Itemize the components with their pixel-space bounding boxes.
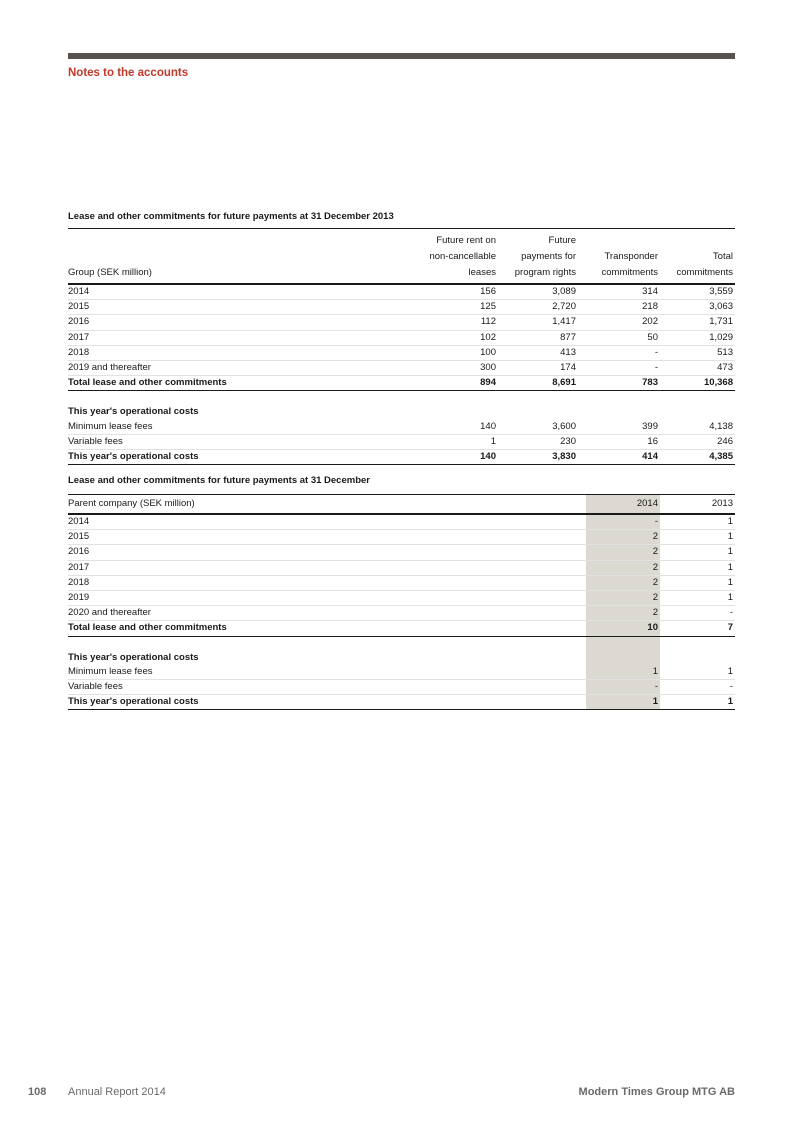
page-number: 108 bbox=[28, 1086, 47, 1098]
table-row bbox=[68, 606, 735, 621]
cell-value: 112 bbox=[408, 315, 498, 330]
cell-value: 1 bbox=[660, 695, 735, 710]
table-row bbox=[68, 315, 735, 330]
empty-cell bbox=[498, 405, 578, 419]
table-header-row bbox=[68, 495, 735, 515]
cell-value: 3,089 bbox=[498, 284, 578, 300]
table-row bbox=[68, 575, 735, 590]
row-label: 2015 bbox=[68, 530, 586, 545]
cell-value: 413 bbox=[498, 345, 578, 360]
cell-value: 125 bbox=[408, 300, 498, 315]
cell-value: - bbox=[586, 679, 660, 694]
table-row bbox=[68, 530, 735, 545]
cell-value: 246 bbox=[660, 434, 735, 449]
row-label: 2019 bbox=[68, 590, 586, 605]
cell-value: 399 bbox=[578, 420, 660, 435]
cell-value: 513 bbox=[660, 345, 735, 360]
row-label: Total lease and other commitments bbox=[68, 376, 408, 391]
cell-value: 3,559 bbox=[660, 284, 735, 300]
cell-value: 2 bbox=[586, 606, 660, 621]
cell-value: 1 bbox=[660, 560, 735, 575]
total-row bbox=[68, 621, 735, 636]
header-line: commitments bbox=[676, 267, 733, 278]
header-line: leases bbox=[468, 267, 496, 278]
table-row bbox=[68, 679, 735, 694]
cell-value: - bbox=[578, 360, 660, 375]
parent-table-title: Lease and other commitments for future payments at 31 December bbox=[68, 475, 370, 486]
cell-value: 230 bbox=[498, 434, 578, 449]
table-row bbox=[68, 330, 735, 345]
cell-value: 3,600 bbox=[498, 420, 578, 435]
table-row bbox=[68, 300, 735, 315]
cell-value: - bbox=[660, 679, 735, 694]
table-row bbox=[68, 560, 735, 575]
empty-cell bbox=[578, 405, 660, 419]
cell-value: 1 bbox=[660, 575, 735, 590]
row-label: 2015 bbox=[68, 300, 408, 315]
spacer-row bbox=[68, 636, 735, 651]
table-header-row bbox=[68, 229, 735, 285]
cell-value: 102 bbox=[408, 330, 498, 345]
total-row bbox=[68, 376, 735, 391]
cell-value: 877 bbox=[498, 330, 578, 345]
row-label: 2014 bbox=[68, 284, 408, 300]
cell-value: 783 bbox=[578, 376, 660, 391]
cell-value: 414 bbox=[578, 449, 660, 464]
row-label: 2018 bbox=[68, 345, 408, 360]
group-table-title: Lease and other commitments for future payments at 31 December 2013 bbox=[68, 211, 394, 222]
parent-table-body bbox=[68, 514, 735, 710]
row-label: Minimum lease fees bbox=[68, 665, 586, 680]
spacer-cell bbox=[498, 391, 578, 406]
table-row bbox=[68, 434, 735, 449]
column-header-total bbox=[660, 229, 735, 285]
row-label: Total lease and other commitments bbox=[68, 621, 586, 636]
cell-value: - bbox=[586, 514, 660, 530]
header-line: Future bbox=[548, 235, 576, 246]
table-row bbox=[68, 420, 735, 435]
row-label: 2017 bbox=[68, 560, 586, 575]
spacer-cell bbox=[586, 636, 660, 651]
spacer-cell bbox=[660, 636, 735, 651]
column-header-transponder bbox=[578, 229, 660, 285]
subheading: This year's operational costs bbox=[68, 651, 199, 663]
total-row bbox=[68, 449, 735, 464]
cell-value: 1 bbox=[660, 545, 735, 560]
empty-cell bbox=[408, 405, 498, 419]
empty-cell bbox=[660, 651, 735, 665]
cell-value: 8,691 bbox=[498, 376, 578, 391]
column-header-program-rights bbox=[498, 229, 578, 285]
column-header-future-rent bbox=[408, 229, 498, 285]
company-name: Modern Times Group MTG AB bbox=[578, 1086, 735, 1098]
cell-value: 1 bbox=[408, 434, 498, 449]
row-label: 2014 bbox=[68, 514, 586, 530]
header-line: Total bbox=[712, 251, 733, 262]
cell-value: - bbox=[660, 606, 735, 621]
cell-value: 2 bbox=[586, 575, 660, 590]
row-label: This year's operational costs bbox=[68, 695, 586, 710]
cell-value: 1 bbox=[660, 665, 735, 680]
row-label: This year's operational costs bbox=[68, 449, 408, 464]
table-row bbox=[68, 514, 735, 530]
cell-value: 7 bbox=[660, 621, 735, 636]
cell-value: 156 bbox=[408, 284, 498, 300]
parent-commitments-table bbox=[68, 494, 735, 710]
cell-value: 1 bbox=[660, 530, 735, 545]
column-header-2014: 2014 bbox=[586, 495, 660, 515]
cell-value: 1 bbox=[660, 590, 735, 605]
spacer-cell bbox=[660, 391, 735, 406]
cell-value: 2 bbox=[586, 560, 660, 575]
header-line: commitments bbox=[601, 267, 658, 278]
cell-value: 10,368 bbox=[660, 376, 735, 391]
column-header-label: Parent company (SEK million) bbox=[68, 498, 195, 509]
spacer-row bbox=[68, 391, 735, 406]
cell-value: 2 bbox=[586, 530, 660, 545]
cell-value: 1,417 bbox=[498, 315, 578, 330]
subheading: This year's operational costs bbox=[68, 406, 199, 418]
cell-value: 3,830 bbox=[498, 449, 578, 464]
row-label: 2016 bbox=[68, 545, 586, 560]
row-label: Variable fees bbox=[68, 679, 586, 694]
cell-value: 2 bbox=[586, 545, 660, 560]
cell-value: 202 bbox=[578, 315, 660, 330]
subheading-row bbox=[68, 651, 735, 665]
total-row bbox=[68, 695, 735, 710]
header-line: Transponder bbox=[604, 251, 658, 262]
row-label: 2019 and thereafter bbox=[68, 360, 408, 375]
cell-value: 3,063 bbox=[660, 300, 735, 315]
cell-value: 100 bbox=[408, 345, 498, 360]
row-label: 2018 bbox=[68, 575, 586, 590]
column-header-label: Group (SEK million) bbox=[68, 267, 152, 278]
row-label: 2016 bbox=[68, 315, 408, 330]
empty-cell bbox=[586, 651, 660, 665]
cell-value: 16 bbox=[578, 434, 660, 449]
subheading-row bbox=[68, 405, 735, 419]
row-label: Minimum lease fees bbox=[68, 420, 408, 435]
spacer-cell bbox=[68, 636, 586, 651]
header-line: non-cancellable bbox=[429, 251, 496, 262]
column-header-2013: 2013 bbox=[711, 498, 733, 509]
report-name: Annual Report 2014 bbox=[68, 1086, 166, 1098]
header-line: program rights bbox=[514, 267, 576, 278]
spacer-cell bbox=[578, 391, 660, 406]
cell-value: 2 bbox=[586, 590, 660, 605]
cell-value: 300 bbox=[408, 360, 498, 375]
cell-value: 50 bbox=[578, 330, 660, 345]
table-row bbox=[68, 284, 735, 300]
header-line: Future rent on bbox=[436, 235, 496, 246]
header-line: payments for bbox=[521, 251, 576, 262]
section-title: Notes to the accounts bbox=[68, 67, 189, 79]
row-label: 2017 bbox=[68, 330, 408, 345]
cell-value: 174 bbox=[498, 360, 578, 375]
cell-value: 218 bbox=[578, 300, 660, 315]
cell-value: 473 bbox=[660, 360, 735, 375]
spacer-cell bbox=[408, 391, 498, 406]
cell-value: 894 bbox=[408, 376, 498, 391]
cell-value: 140 bbox=[408, 449, 498, 464]
table-row bbox=[68, 545, 735, 560]
spacer-cell bbox=[68, 391, 408, 406]
table-row bbox=[68, 590, 735, 605]
cell-value: 2,720 bbox=[498, 300, 578, 315]
cell-value: 140 bbox=[408, 420, 498, 435]
cell-value: 10 bbox=[586, 621, 660, 636]
cell-value: 1,731 bbox=[660, 315, 735, 330]
cell-value: 314 bbox=[578, 284, 660, 300]
cell-value: 1 bbox=[586, 695, 660, 710]
cell-value: 1 bbox=[660, 514, 735, 530]
table-row bbox=[68, 345, 735, 360]
empty-cell bbox=[660, 405, 735, 419]
group-commitments-table bbox=[68, 228, 735, 465]
cell-value: 1,029 bbox=[660, 330, 735, 345]
table-row bbox=[68, 665, 735, 680]
cell-value: 1 bbox=[586, 665, 660, 680]
row-label: Variable fees bbox=[68, 434, 408, 449]
cell-value: - bbox=[578, 345, 660, 360]
header-rule bbox=[68, 53, 735, 59]
table-row bbox=[68, 360, 735, 375]
cell-value: 4,138 bbox=[660, 420, 735, 435]
cell-value: 4,385 bbox=[660, 449, 735, 464]
group-table-body bbox=[68, 284, 735, 465]
row-label: 2020 and thereafter bbox=[68, 606, 586, 621]
